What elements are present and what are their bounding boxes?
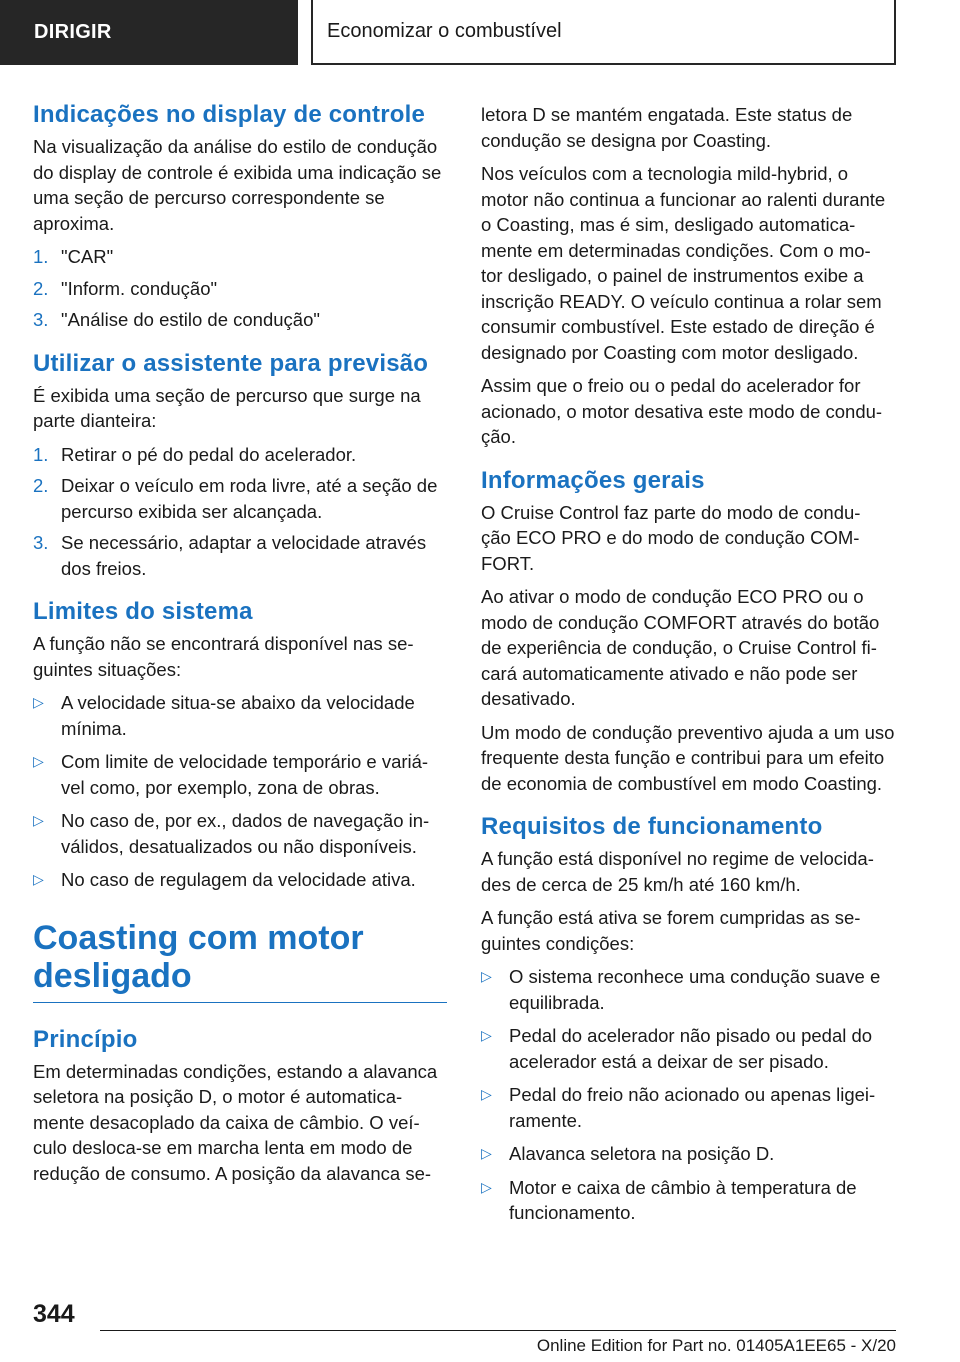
step-text: Se necessário, adaptar a velocidade através dos freios. <box>61 532 427 579</box>
step-text: "Inform. condução" <box>61 277 218 299</box>
list-item <box>481 1175 895 1226</box>
bullet-text: Alavanca seletora na posição D. <box>509 1143 775 1164</box>
paragraph-assistente: É exibida uma seção de percurso que surge na parte dianteira: <box>33 384 421 431</box>
section-tab: DIRIGIR <box>0 0 298 65</box>
triangle-bullet-icon: ▷ <box>481 1145 492 1161</box>
step-number: 3. <box>33 532 49 553</box>
list-item <box>33 307 447 333</box>
triangle-bullet-icon: ▷ <box>33 812 44 828</box>
paragraph-requisitos-1: A função está disponível no regime de velocida- des de cerca de 25 km/h até 160 km/h. <box>481 848 874 895</box>
triangle-bullet-icon: ▷ <box>33 694 44 710</box>
list-item <box>33 442 447 468</box>
heading-coasting: Coasting com motor desligado <box>33 919 447 1003</box>
paragraph-info-2: Ao ativar o modo de condução ECO PRO ou o modo de condução COMFORT através do botão de experiência de condução, o Cruise Control fi- cará automaticamente ativado e não pode ser desativado. <box>481 586 880 709</box>
list-item <box>33 244 447 270</box>
step-number: 1. <box>33 443 49 465</box>
footer-divider <box>100 1330 896 1331</box>
list-item <box>33 473 447 524</box>
bullet-text: A velocidade situa-se abaixo da velocidade mínima. <box>61 692 415 739</box>
steps-assistente <box>33 442 447 582</box>
triangle-bullet-icon: ▷ <box>33 753 44 769</box>
step-number: 2. <box>33 277 49 299</box>
paragraph-principio: Em determinadas condições, estando a alavanca seletora na posição D, o motor é automatica- mente desacoplado da caixa de câmbio. O veí- culo desloca-se em marcha lenta em modo de redução de consumo. A posição da alavanca se- <box>33 1060 438 1184</box>
paragraph-limites: A função não se encontrará disponível nas se- guintes situações: <box>33 633 414 680</box>
list-item <box>481 1023 895 1074</box>
bullet-text: No caso de regulagem da velocidade ativa. <box>61 869 416 890</box>
step-number: 2. <box>33 475 49 496</box>
bullet-text: No caso de, por ex., dados de navegação in- válidos, desatualizados ou não disponíveis. <box>61 810 430 857</box>
heading-info: Informações gerais <box>481 466 705 494</box>
list-item <box>33 749 447 800</box>
bullet-text: O sistema reconhece uma condução suave e equilibrada. <box>509 966 881 1013</box>
heading-indicacoes: Indicações no display de controle <box>33 101 426 128</box>
heading-assistente: Utilizar o assistente para previsão <box>33 349 429 377</box>
step-text: Deixar o veículo em roda livre, até a seção de percurso exibida ser alcançada. <box>61 475 438 522</box>
chapter-title: Economizar o combustível <box>311 0 896 65</box>
step-text: "Análise do estilo de condução" <box>61 309 320 330</box>
paragraph-info-1: O Cruise Control faz parte do modo de condu- ção ECO PRO e do modo de condução COM- FORT. <box>481 501 861 574</box>
triangle-bullet-icon: ▷ <box>481 1027 492 1043</box>
paragraph-continuation-3: Assim que o freio ou o pedal do acelerador for acionado, o motor desativa este modo de condu- ção. <box>481 375 883 447</box>
step-number: 3. <box>33 309 49 330</box>
step-number: 1. <box>33 246 49 267</box>
list-item <box>481 964 895 1015</box>
step-text: "CAR" <box>61 246 114 267</box>
bullets-limites <box>33 690 447 893</box>
list-item <box>481 1141 895 1167</box>
footer-edition: Online Edition for Part no. 01405A1EE65 - X/20 <box>536 1336 896 1355</box>
bullet-text: Motor e caixa de câmbio à temperatura de funcionamento. <box>509 1176 857 1223</box>
paragraph-indicacoes: Na visualização da análise do estilo de condução do display de controle é exibida uma indicação se uma seção de percurso correspondente se aproxima. <box>33 136 442 234</box>
triangle-bullet-icon: ▷ <box>33 871 44 887</box>
list-item <box>33 690 447 741</box>
bullets-requisitos <box>481 964 895 1226</box>
bullet-text: Com limite de velocidade temporário e variá- vel como, por exemplo, zona de obras. <box>61 751 429 798</box>
left-column <box>33 100 447 1194</box>
paragraph-continuation-2: Nos veículos com a tecnologia mild-hybrid, o motor não continua a funcionar ao ralenti durante o Coasting, mas é sim, desligado automatica- mente em determinadas condições. Com o mo- tor desligado, o painel de instrumentos exibe a inscrição READY. O veículo continua a rolar sem consumir combustível. Este estado de direção é designado por Coasting com motor desligado. <box>481 163 886 363</box>
right-column <box>481 102 895 1234</box>
heading-principio: Princípio <box>33 1025 138 1053</box>
list-item <box>33 530 447 581</box>
paragraph-requisitos-2: A função está ativa se forem cumpridas as se- guintes condições: <box>481 907 861 954</box>
triangle-bullet-icon: ▷ <box>481 1178 492 1195</box>
paragraph-continuation-1: letora D se mantém engatada. Este status de condução se designa por Coasting. <box>481 104 853 151</box>
list-item <box>33 867 447 893</box>
list-item <box>33 276 447 302</box>
list-item <box>481 1082 895 1133</box>
step-text: Retirar o pé do pedal do acelerador. <box>61 443 357 465</box>
bullet-text: Pedal do acelerador não pisado ou pedal do acelerador está a deixar de ser pisado. <box>509 1025 873 1072</box>
bullet-text: Pedal do freio não acionado ou apenas ligei- ramente. <box>509 1084 876 1131</box>
triangle-bullet-icon: ▷ <box>481 1086 492 1102</box>
page-number: 344 <box>33 1300 75 1328</box>
paragraph-info-3: Um modo de condução preventivo ajuda a um uso frequente desta função e contribui para um efeito de economia de combustível em modo Coasting. <box>481 721 895 794</box>
list-item <box>33 808 447 859</box>
triangle-bullet-icon: ▷ <box>481 968 492 984</box>
heading-limites: Limites do sistema <box>33 598 253 625</box>
steps-indicacoes <box>33 244 447 333</box>
heading-requisitos: Requisitos de funcionamento <box>481 813 823 840</box>
